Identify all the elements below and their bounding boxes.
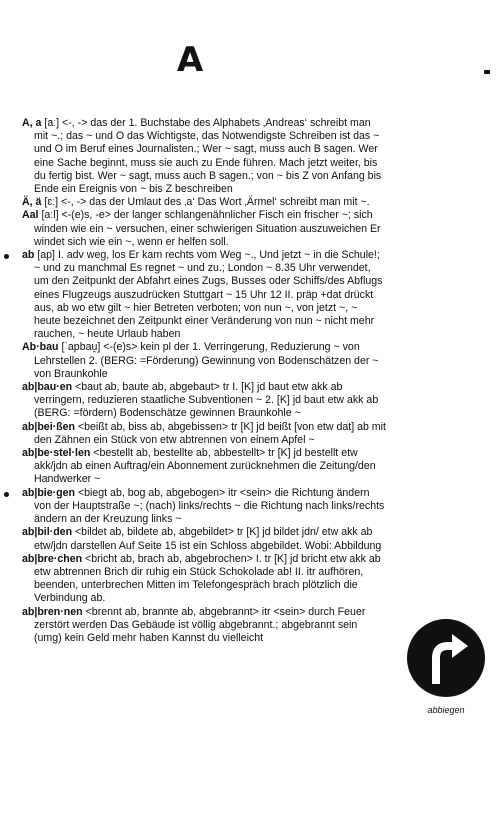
entry-headword: ab|bie·gen [22,486,75,499]
entry-text: <baut ab, baute ab, abgebaut> tr I. [K] jd baut etw akk ab verringern, reduzieren staatliche Subventionen ~ 2. [K] jd baut etw akk ab (BERG: =fördern) Bodenschätze gewinnen Braunkohle ~ [34,381,379,420]
entry-headword: Ä, ä [22,196,42,209]
entry-headword: ab|be·stel·len [22,447,91,460]
entry-text: <bestellt ab, bestellte ab, abbestellt> tr [K] jd bestellt etw akk/jdn ab einen Auftrag/ein Abonnement zurücknehmen die Zeitung/den Handwerker ~ [34,447,376,486]
entry-bullet [4,254,9,259]
dictionary-entry [22,553,386,606]
dictionary-column [0,117,386,645]
entry-text: [aː] <-, -> das der 1. Buchstabe des Alphabets ‚Andreas‘ schreibt man mit ~.; das ~ und O das Wichtigste, das Notwendigste Schreiben ist das ~ und O im Beruf eines Journalisten.; Wer ~ sagt, muss auch B sagen. Wer eine Sache beginnt, muss sie auch zu Ende führen. Mach jetzt weiter, bis du fertig bist. Wer ~ sagt, muss auch B sagen.; von ~ bis Z von Anfang bis Ende ein Ereignis von ~ bis Z beschreiben [34,117,382,196]
dictionary-entry [22,606,386,646]
dictionary-entry [22,117,386,196]
entry-text: <beißt ab, biss ab, abgebissen> tr [K] jd beißt [von etw dat] ab mit den Zähnen ein Stück von etw abtrennen von einem Apfel ~ [34,420,386,446]
entry-headword: ab|bren·nen [22,605,83,618]
dictionary-entry [22,487,386,527]
entry-headword: ab|bre·chen [22,552,83,565]
entry-headword: Aal [22,209,39,222]
figure-caption: abbiegen [427,705,465,715]
dictionary-entry [22,421,386,447]
entry-headword: Ab·bau [22,341,59,354]
turn-right-sign-icon [406,618,486,698]
figure-panel [404,618,488,715]
entry-text: [aːl] <-(e)s, -e> der langer schlangenähnlicher Fisch ein frischer ~; sich winden wie ein ~ versuchen, einer schwierigen Situation auszuweichen Er windet sich wie ein ~, wenn er helfen soll. [34,209,381,248]
dictionary-entry [22,341,386,381]
dictionary-entry [22,381,386,421]
entry-text: [ɛː] <-, -> das der Umlaut des ‚a‘ Das Wort ‚Ärmel‘ schreibt man mit ~. [44,196,370,209]
dictionary-entry [22,447,386,487]
dictionary-entry [22,209,386,249]
entry-headword: ab|bau·en [22,381,73,394]
dictionary-entry [22,526,386,552]
dictionary-entry [22,196,386,209]
entry-headword: ab [22,249,35,262]
entry-headword: ab|bil·den [22,526,73,539]
entry-bullet [4,492,9,497]
entry-headword: ab|bei·ßen [22,420,75,433]
entry-headword: A, a [22,117,42,129]
page-letter: A [176,40,204,80]
entry-text: <brennt ab, brannte ab, abgebrannt> itr <sein> durch Feuer zerstört werden Das Gebäude ist völlig abgebrannt.; abgebrannt sein (umg) kein Geld mehr haben Kannst du vielleicht [34,605,366,644]
entry-text: [ˈapbau̯] <-(e)s> kein pl der 1. Verringerung, Reduzierung ~ von Lehrstellen 2. (BERG: =Förderung) Gewinnung von Bodenschätzen der ~ von Braunkohle [34,341,379,380]
dictionary-entry [22,249,386,341]
entry-text: <biegt ab, bog ab, abgebogen> itr <sein> die Richtung ändern von der Hauptstraße ~; (nach) links/rechts ~ die Richtung nach links/rechts ändern an der Kreuzung links ~ [34,486,385,526]
entry-text: <bildet ab, bildete ab, abgebildet> tr [K] jd bildet jdn/ etw akk ab etw/jdn darstellen Auf Seite 15 ist ein Schloss abgebildet. Wobi: Abbildung [34,526,382,552]
entry-text: [ap] I. adv weg, los Er kam rechts vom Weg ~., Und jetzt ~ in die Schule!; ~ und zu manchmal Es regnet ~ und zu.; London ~ 8.35 Uhr verwendet, um den Zeitpunkt der Abfahrt eines Zugs, Busses oder Schiffs/des Abflugs eines Flugzeugs auszudrücken Stuttgart ~ 15 Uhr 12 II. präp +dat drückt aus, ab wo etw gilt ~ hier Betreten verboten; von nun ~, von jetzt ~, ~ heute bezeichnet den Zeitpunkt einer Veränderung von nun ~ nicht mehr rauchen, ~ heute Urlaub haben [34,249,383,341]
edge-mark [484,70,490,74]
entry-text: <bricht ab, brach ab, abgebrochen> I. tr [K] jd bricht etw akk ab etw abtrennen Brich dir ruhig ein Stück Schokolade ab! II. itr aufhören, beenden, unterbrechen Mitten im Telefongespräch brach plötzlich die Verbindung ab. [34,552,381,605]
